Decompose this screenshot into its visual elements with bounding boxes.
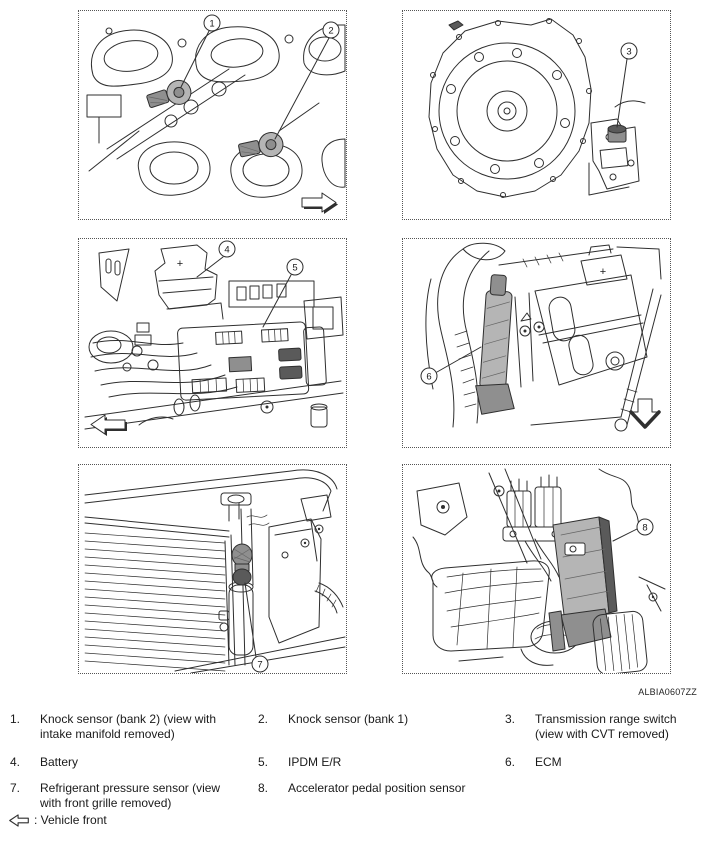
ecm-area-art	[426, 243, 661, 431]
svg-text:4: 4	[224, 244, 230, 256]
legend-item-1	[10, 712, 232, 742]
callout-5	[263, 259, 303, 327]
legend-item-6	[505, 755, 690, 770]
vehicle-front-note	[8, 812, 107, 828]
condenser-illustration	[79, 465, 346, 673]
legend-item-number: 7.	[10, 781, 21, 795]
panel-transmission	[402, 10, 671, 220]
legend-item-number: 3.	[505, 712, 516, 726]
accelerator-pedal-position-sensor-part	[549, 517, 617, 651]
legend-item-text: Battery	[40, 755, 79, 769]
legend-item-8	[258, 781, 518, 796]
legend-item-3	[505, 712, 690, 742]
legend-item-text: Transmission range switch (view with CVT removed)	[535, 712, 677, 741]
refrigerant-pressure-sensor-part	[232, 544, 252, 585]
transmission-illustration	[403, 11, 670, 219]
svg-text:1: 1	[209, 18, 215, 30]
legend-item-number: 2.	[258, 712, 269, 726]
callout-1	[181, 15, 220, 87]
legend-item-number: 1.	[10, 712, 21, 726]
legend-item-2	[258, 712, 498, 727]
vehicle-front-down-arrow-icon	[631, 399, 659, 427]
vehicle-front-right-arrow-icon	[302, 193, 338, 214]
legend-item-number: 5.	[258, 755, 269, 769]
ecm-part	[474, 274, 524, 416]
legend-item-text: Knock sensor (bank 2) (view with intake manifold removed)	[40, 712, 217, 741]
legend-item-text: Accelerator pedal position sensor	[288, 781, 466, 795]
panel-ecm	[402, 238, 671, 448]
callout-3	[617, 43, 637, 127]
svg-text:6: 6	[426, 371, 432, 383]
svg-text:2: 2	[328, 25, 334, 37]
legend-item-7	[10, 781, 232, 811]
legend-item-5	[258, 755, 498, 770]
panel-knock-sensors	[78, 10, 347, 220]
vehicle-front-label: : Vehicle front	[34, 813, 107, 827]
svg-text:7: 7	[257, 659, 263, 671]
ipdm-er-part	[177, 321, 327, 401]
ecm-area-illustration	[403, 239, 670, 447]
pedal-illustration	[403, 465, 670, 673]
intake-manifold-illustration	[79, 11, 346, 219]
legend-item-text: Knock sensor (bank 1)	[288, 712, 409, 726]
condenser-art	[85, 470, 345, 673]
svg-text:3: 3	[626, 46, 632, 58]
panel-condenser	[78, 464, 347, 674]
intake-manifold-art	[87, 25, 345, 197]
battery-plus-mark: +	[176, 258, 184, 270]
figure-code: ALBIA0607ZZ	[638, 687, 697, 697]
legend-item-number: 6.	[505, 755, 516, 769]
panel-pedals	[402, 464, 671, 674]
transmission-range-switch-part	[608, 125, 626, 142]
legend-item-4	[10, 755, 232, 770]
panel-battery-ipdm	[78, 238, 347, 448]
battery-plus-mark: +	[599, 266, 607, 278]
legend-item-text: ECM	[535, 755, 562, 769]
legend-item-text: Refrigerant pressure sensor (view with front grille removed)	[40, 781, 221, 810]
legend-item-text: IPDM E/R	[288, 755, 342, 769]
svg-text:8: 8	[642, 522, 648, 534]
svg-text:5: 5	[292, 262, 298, 274]
callout-7	[245, 583, 268, 672]
legend-item-number: 8.	[258, 781, 269, 795]
engine-room-illustration	[79, 239, 346, 447]
callout-4	[197, 241, 235, 277]
legend-item-number: 4.	[10, 755, 21, 769]
accelerator-pedal-pad	[592, 610, 648, 673]
vehicle-front-arrow-icon	[8, 814, 30, 827]
vehicle-front-left-arrow-icon	[91, 415, 127, 436]
transaxle-art	[429, 19, 645, 198]
knock-sensor-bank1-part	[237, 130, 285, 163]
pedal-art	[413, 469, 665, 665]
callout-8	[613, 519, 653, 541]
